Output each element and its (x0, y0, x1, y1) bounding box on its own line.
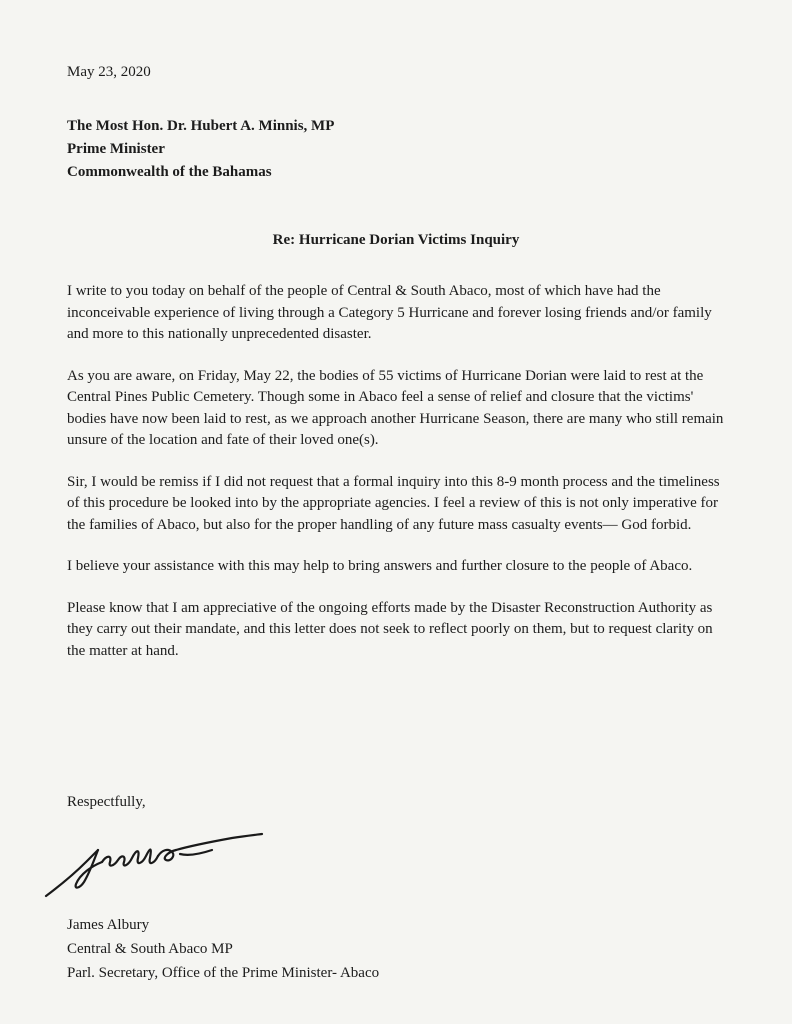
body-paragraph-5: Please know that I am appreciative of the ongoing efforts made by the Disaster Reconstruction Authority as they carry out their mandate, and this letter does not seek to reflect poorly on them, but to request clarity on the matter at hand. (67, 599, 713, 659)
body-paragraph-1: I write to you today on behalf of the people of Central & South Abaco, most of which have had the inconceivable experience of living through a Category 5 Hurricane and forever losing friends and/or family and more to this nationally unprecedented disaster. (67, 283, 712, 342)
recipient-title: Prime Minister (67, 141, 165, 157)
signer-position: Parl. Secretary, Office of the Prime Minister- Abaco (67, 965, 380, 981)
recipient-organization: Commonwealth of the Bahamas (67, 164, 272, 180)
letter-closing: Respectfully, (67, 794, 146, 810)
body-paragraph-2: As you are aware, on Friday, May 22, the bodies of 55 victims of Hurricane Dorian were laid to rest at the Central Pines Public Cemetery. Though some in Abaco feel a sense of relief and closure that the victims' bodies have now been laid to rest, as we approach another Hurricane Season, there are many who still remain unsure of the location and fate of their loved one(s). (67, 367, 724, 448)
recipient-name: The Most Hon. Dr. Hubert A. Minnis, MP (67, 118, 335, 134)
signer-block (67, 913, 379, 985)
signer-name: James Albury (67, 917, 150, 933)
signer-title: Central & South Abaco MP (67, 941, 233, 957)
recipient-block (67, 115, 334, 184)
letter-date: May 23, 2020 (67, 64, 151, 80)
signature-icon (40, 826, 290, 906)
body-paragraph-4: I believe your assistance with this may help to bring answers and further closure to the people of Abaco. (67, 558, 693, 574)
body-paragraph-3: Sir, I would be remiss if I did not request that a formal inquiry into this 8-9 month process and the timeliness of this procedure be looked into by the appropriate agencies. I feel a review of this is not only imperative for the families of Abaco, but also for the proper handling of any future mass casualty events— God forbid. (67, 473, 720, 533)
letter-subject: Re: Hurricane Dorian Victims Inquiry (272, 232, 520, 248)
letter-body (67, 281, 727, 682)
